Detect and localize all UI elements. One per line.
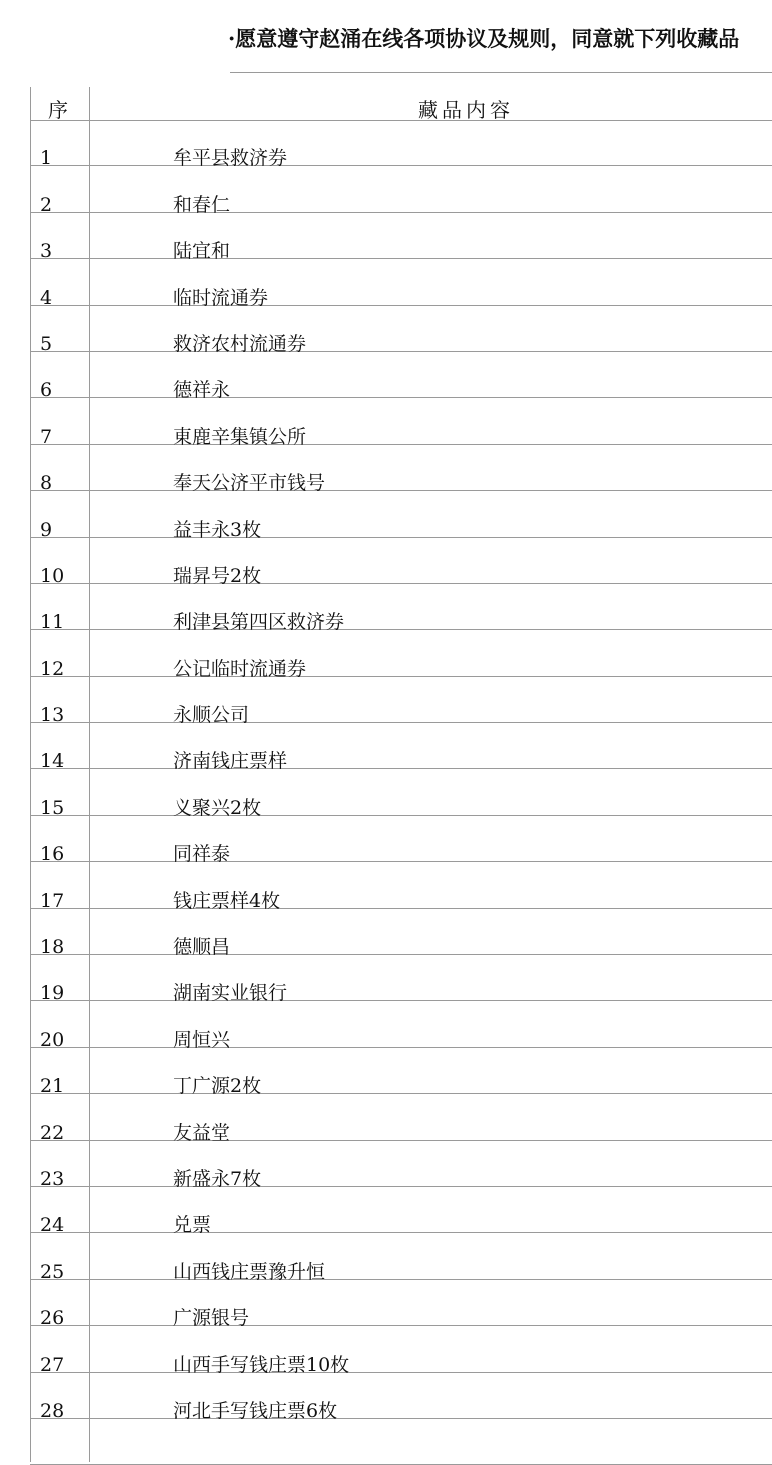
header-divider	[230, 72, 772, 73]
table-body	[30, 120, 772, 1465]
row-seq-number: 5	[40, 332, 53, 355]
row-item-name: 临时流通券	[173, 286, 269, 309]
row-seq-number: 15	[40, 796, 65, 819]
row-seq-number: 7	[40, 425, 53, 448]
row-item-name: 利津县第四区救济券	[173, 611, 345, 634]
row-item-name: 同祥泰	[173, 843, 231, 866]
table-row	[30, 120, 772, 170]
row-seq-number: 22	[40, 1121, 65, 1144]
table-row	[30, 909, 772, 959]
row-seq-number: 26	[40, 1307, 65, 1330]
row-item-name: 义聚兴2枚	[173, 796, 262, 819]
row-item-name: 广源银号	[173, 1307, 250, 1330]
table-row	[30, 816, 772, 866]
row-item-name: 新盛永7枚	[173, 1167, 262, 1190]
column-header-seq: 序	[48, 98, 68, 122]
row-item-name: 公记临时流通券	[173, 657, 307, 680]
row-seq-number: 4	[40, 286, 53, 309]
table-row	[30, 166, 772, 216]
row-seq-number: 13	[40, 704, 65, 727]
row-seq-number: 24	[40, 1214, 65, 1237]
table-row	[30, 259, 772, 309]
table-row	[30, 769, 772, 819]
row-seq-number: 21	[40, 1075, 65, 1098]
row-item-name: 丁广源2枚	[173, 1075, 262, 1098]
row-item-name: 牟平县救济券	[173, 147, 288, 170]
table-row	[30, 491, 772, 541]
column-header-content: 藏品内容	[418, 98, 514, 122]
row-seq-number: 9	[40, 518, 53, 541]
row-seq-number: 3	[40, 240, 53, 263]
table-row	[30, 1233, 772, 1283]
row-seq-number: 23	[40, 1167, 65, 1190]
row-item-name: 救济农村流通券	[173, 332, 307, 355]
table-row	[30, 213, 772, 263]
table-row	[30, 1187, 772, 1237]
row-item-name: 奉天公济平市钱号	[173, 472, 326, 495]
table-row	[30, 584, 772, 634]
table-row	[30, 352, 772, 402]
table-header-row	[30, 87, 772, 121]
row-seq-number: 6	[40, 379, 53, 402]
row-item-name: 德顺昌	[173, 936, 231, 959]
table-row	[30, 1094, 772, 1144]
row-seq-number: 27	[40, 1353, 65, 1376]
row-item-name: 德祥永	[173, 379, 231, 402]
table-row	[30, 1141, 772, 1190]
row-item-name: 山西钱庄票豫升恒	[173, 1260, 326, 1283]
row-seq-number: 11	[40, 611, 65, 634]
table-row	[30, 445, 772, 495]
table-row	[30, 677, 772, 727]
row-seq-number: 16	[40, 843, 65, 866]
row-item-name: 益丰永3枚	[173, 518, 262, 541]
row-item-name: 兑票	[173, 1214, 212, 1237]
row-item-name: 陆宜和	[173, 240, 231, 263]
row-seq-number: 28	[40, 1399, 65, 1422]
row-item-name: 济南钱庄票样	[173, 750, 288, 773]
table-row	[30, 955, 772, 1005]
agreement-header-text: ·愿意遵守赵涌在线各项协议及规则，同意就下列收藏品	[228, 26, 740, 51]
table-row	[30, 1373, 772, 1422]
row-seq-number: 1	[40, 147, 53, 170]
row-item-name: 永顺公司	[173, 704, 250, 727]
table-row	[30, 630, 772, 680]
table-row	[30, 306, 772, 355]
row-item-name: 钱庄票样4枚	[173, 889, 281, 912]
row-seq-number: 18	[40, 936, 65, 959]
row-item-name: 周恒兴	[173, 1028, 231, 1051]
table-row	[30, 1419, 772, 1465]
row-item-name: 和春仁	[173, 193, 231, 216]
row-item-name: 友益堂	[173, 1121, 231, 1144]
row-seq-number: 10	[40, 564, 65, 587]
row-item-name: 東鹿辛集镇公所	[173, 425, 307, 448]
row-seq-number: 20	[40, 1028, 65, 1051]
row-seq-number: 19	[40, 982, 65, 1005]
row-item-name: 湖南实业银行	[173, 982, 288, 1005]
row-seq-number: 14	[40, 750, 65, 773]
row-item-name: 山西手写钱庄票10枚	[173, 1353, 350, 1376]
row-seq-number: 8	[40, 472, 53, 495]
table-row	[30, 1048, 772, 1098]
table-row	[30, 862, 772, 912]
table-row	[30, 1280, 772, 1330]
table-row	[30, 1001, 772, 1051]
row-item-name: 瑞昇号2枚	[173, 564, 262, 587]
row-item-name: 河北手写钱庄票6枚	[173, 1399, 338, 1422]
table-row	[30, 398, 772, 448]
row-seq-number: 25	[40, 1260, 65, 1283]
table-row	[30, 538, 772, 587]
row-seq-number: 12	[40, 657, 65, 680]
table-row	[30, 723, 772, 773]
row-seq-number: 2	[40, 193, 53, 216]
collection-table	[30, 87, 772, 1462]
row-seq-number: 17	[40, 889, 65, 912]
table-row	[30, 1326, 772, 1376]
